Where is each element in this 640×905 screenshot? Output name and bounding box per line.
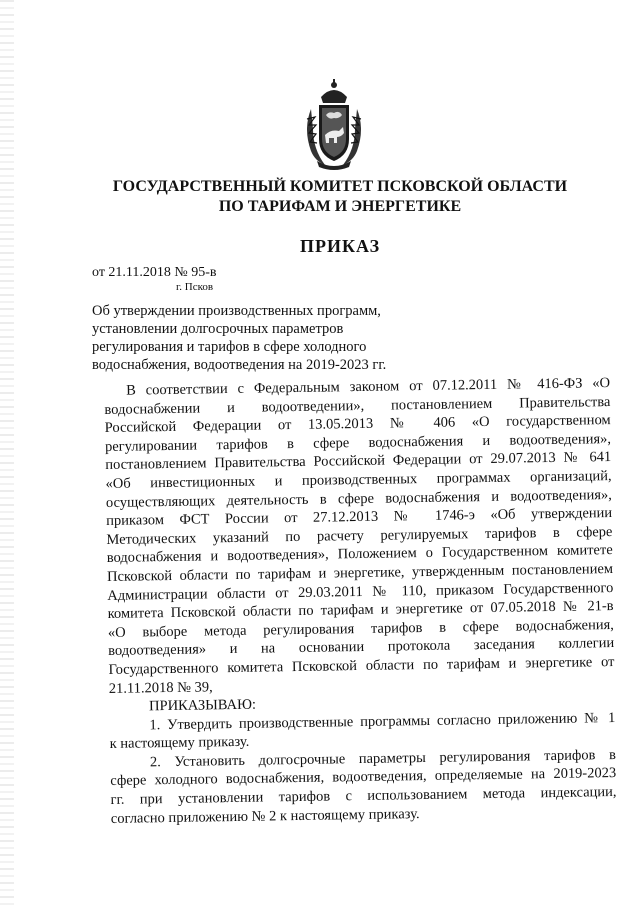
subject-line: установлении долгосрочных параметров	[92, 321, 344, 337]
item-2-line: сфере холодного водоснабжения, водоотведения, определяемые на 2019-2023	[110, 765, 617, 790]
item-1-line: 1. Утвердить производственные программы согласно приложению № 1	[149, 709, 616, 734]
subject-line: Об утверждении производственных программ,	[92, 303, 381, 319]
order-body	[104, 374, 617, 828]
preamble-line: «О выборе метода регулирования тарифов в сфере водоснабжения,	[107, 616, 615, 641]
preamble-line: «Об инвестиционных и производственных программах организаций,	[105, 468, 612, 492]
order-city: г. Псков	[176, 281, 214, 293]
item-2-line: гг. при установлении тарифов с использованием метода индексации,	[110, 784, 617, 809]
item-2-line: согласно приложению № 2 к настоящему приказу.	[110, 805, 420, 827]
preamble-line: комитета Псковской области по тарифам и энергетике от 07.05.2018 № 21-в	[107, 598, 614, 623]
committee-line-2: ПО ТАРИФАМ И ЭНЕРГЕТИКЕ	[218, 198, 462, 215]
preamble-line: водоснабжения и водоотведения», Положением о Государственном комитете	[106, 542, 613, 567]
coat-of-arms-icon	[301, 79, 367, 171]
subject-line: водоснабжения, водоотведения на 2019-2023 гг.	[92, 357, 387, 373]
committee-heading	[105, 177, 575, 217]
item-1-line: к настоящему приказу.	[109, 734, 250, 753]
preamble-line: Методических указаний по расчету регулируемых тарифов в сфере	[106, 523, 613, 548]
order-title: ПРИКАЗ	[300, 236, 381, 256]
preamble-line: водоотведения» и на основании протокола заседания коллегии	[108, 635, 615, 660]
committee-line-1: ГОСУДАРСТВЕННЫЙ КОМИТЕТ ПСКОВСКОЙ ОБЛАСТИ	[112, 178, 568, 195]
item-2-line: 2. Установить долгосрочные параметры регулирования тарифов в	[149, 746, 617, 771]
preamble-line: 21.11.2018 № 39,	[108, 678, 213, 697]
preamble-line: осуществляющих деятельность в сфере водоснабжения и водоотведения»,	[105, 486, 612, 511]
preamble-line: В соответствии с Федеральным законом от 07.12.2011 № 416-ФЗ «О	[126, 375, 611, 399]
preamble-line: постановлением Правительства Российской Федерации от 29.07.2013 № 641	[105, 449, 612, 474]
subject-line: регулирования и тарифов в сфере холодного	[92, 339, 367, 355]
order-date: от 21.11.2018 № 95-в	[92, 265, 217, 280]
order-subject	[92, 302, 422, 374]
preamble-line: водоснабжении и водоотведении», постановлением Правительства	[104, 393, 611, 418]
preamble-line: Российской Федерации от 13.05.2013 № 406 «О государственном	[104, 412, 611, 437]
preamble-line: Псковской области по тарифам и энергетике, утвержденным постановлением	[106, 560, 614, 585]
preamble-line: приказом ФСТ России от 27.12.2013 № 1746-э «Об утверждении	[106, 505, 613, 530]
decree-word: ПРИКАЗЫВАЮ:	[148, 696, 257, 715]
preamble-line: регулировании тарифов в сфере водоснабжения и водоотведения»,	[104, 430, 612, 455]
scan-edge	[0, 0, 14, 905]
preamble-line: Администрации области от 29.03.2011 № 110, приказом Государственного	[107, 579, 614, 604]
preamble-line: Государственного комитета Псковской области по тарифам и энергетике от	[108, 653, 615, 678]
